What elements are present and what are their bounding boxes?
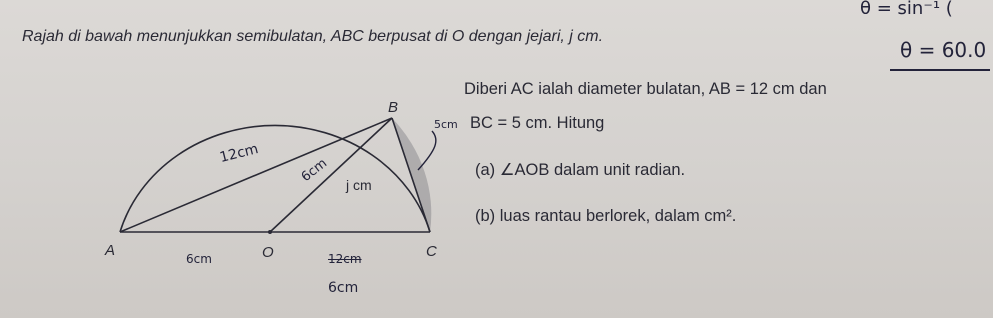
handwritten-theta-value: θ = 60.0 [900, 38, 987, 62]
handwritten-12cm-note: 12cm [218, 141, 260, 166]
label-c: C [426, 243, 437, 260]
handwritten-underline [890, 69, 990, 71]
question-intro: Rajah di bawah menunjukkan semibulatan, ABC berpusat di O dengan jejari, j cm. [22, 28, 604, 45]
handwritten-6cm-radius-note: 6cm [298, 155, 331, 185]
chord-ab [120, 118, 392, 232]
question-given-line-2: BC = 5 cm. Hitung [470, 114, 605, 132]
question-given-line-1: Diberi AC ialah diameter bulatan, AB = 12 cm dan [464, 80, 827, 98]
question-part-b: (b) luas rantau berlorek, dalam cm². [475, 207, 737, 225]
question-part-a: (a) ∠AOB dalam unit radian. [475, 161, 686, 179]
semicircle-arc [120, 125, 430, 232]
label-b: B [388, 99, 399, 116]
handwritten-5cm-note: 5cm [434, 118, 458, 131]
handwritten-6cm-left-note: 6cm [186, 252, 212, 266]
handwritten-12cm-struck-note: 12cm [328, 252, 362, 266]
handwritten-6cm-bottom-note: 6cm [328, 280, 359, 296]
label-o: O [262, 244, 274, 261]
label-a: A [105, 242, 116, 259]
handwritten-theta-formula: θ = sin⁻¹ ( [860, 0, 953, 19]
centre-point [268, 230, 272, 234]
label-radius: j cm [346, 177, 372, 193]
